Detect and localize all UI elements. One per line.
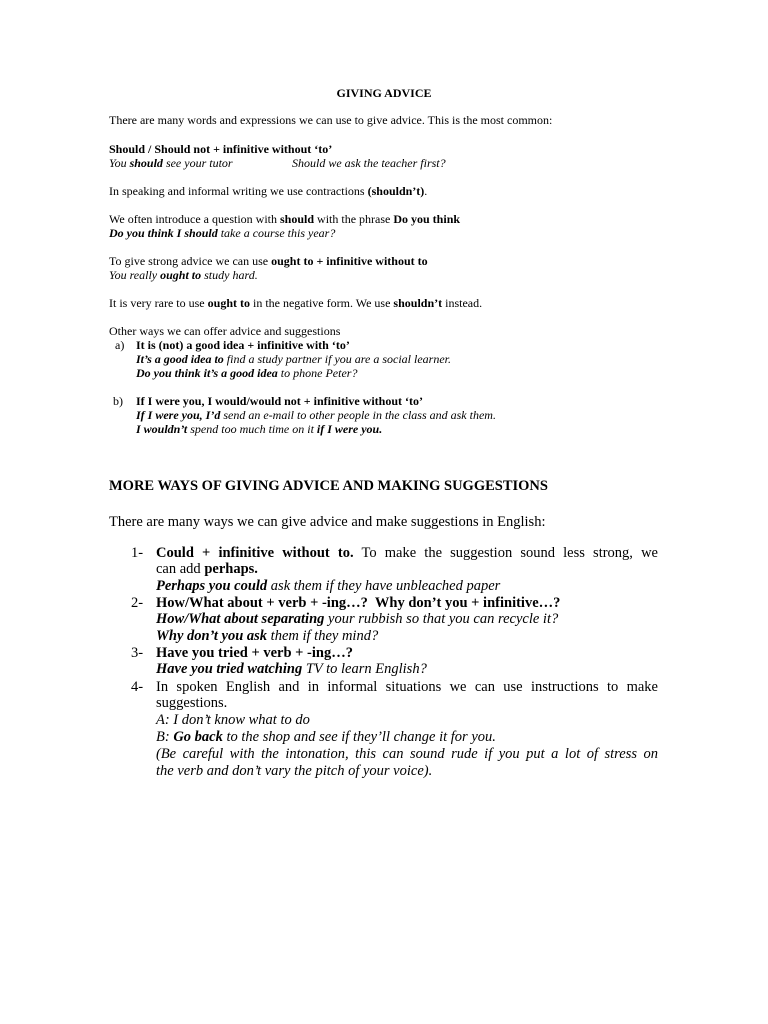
item-2-example-2: [156, 628, 378, 645]
good-idea-example-2: [136, 366, 357, 380]
item-4-note-line-2: the verb and don’t vary the pitch of your voice).: [156, 763, 433, 779]
ought-paragraph: [109, 254, 428, 268]
item-number-3: 3-: [131, 645, 144, 661]
question-paragraph: [109, 212, 460, 226]
example-keyword: Why don’t you ask: [156, 628, 268, 644]
example-text: TV to learn English?: [302, 661, 427, 677]
other-ways-intro: Other ways we can offer advice and suggestions: [109, 324, 341, 338]
page-title: GIVING ADVICE: [336, 86, 432, 100]
item-1-line-1: [156, 545, 658, 562]
item-number-1: 1-: [131, 545, 144, 561]
example-text: find a study partner if you are a social learner.: [223, 352, 451, 366]
example-text: study hard.: [201, 268, 258, 282]
item-3-example: [156, 661, 427, 678]
paragraph-text: In speaking and informal writing we use contractions: [109, 184, 368, 198]
rare-paragraph: [109, 296, 482, 310]
paragraph-text: with the phrase: [314, 212, 394, 226]
example-text: ask them if they have unbleached paper: [267, 578, 501, 594]
example-text: spend too much time on it: [187, 422, 317, 436]
example-keyword: How/What about separating: [156, 611, 325, 627]
paragraph-keyword: (shouldn’t): [367, 184, 425, 198]
example-text: see your tutor: [162, 156, 233, 170]
example-keyword: If I were you, I’d: [136, 408, 221, 422]
item-text: can add: [156, 561, 205, 577]
example-keyword: if I were you.: [316, 422, 383, 436]
paragraph-text: instead.: [442, 296, 483, 310]
item-keyword: perhaps.: [204, 561, 258, 577]
ought-example: [109, 268, 258, 282]
should-example-1: [109, 156, 233, 170]
good-idea-example-1: [136, 352, 451, 366]
intro-paragraph: There are many words and expressions we can use to give advice. This is the most common:: [109, 113, 553, 127]
paragraph-text: .: [424, 184, 428, 198]
list-marker-a: a): [115, 338, 125, 352]
item-4-note-line-1: (Be careful with the intonation, this can sound rude if you put a lot of stress on: [156, 746, 658, 762]
paragraph-keyword: ought to + infinitive without to: [271, 254, 428, 268]
example-keyword: Do you think I should: [109, 226, 218, 240]
example-keyword: It’s a good idea to: [136, 352, 224, 366]
contractions-paragraph: [109, 184, 427, 198]
if-i-were-you-rule: If I were you, I would/would not + infinitive without ‘to’: [136, 394, 423, 408]
item-keyword: Could + infinitive without to.: [156, 545, 354, 561]
example-text: them if they mind?: [267, 628, 379, 644]
section-heading: MORE WAYS OF GIVING ADVICE AND MAKING SUGGESTIONS: [109, 478, 548, 494]
example-text: You: [109, 156, 130, 170]
item-4-line-2: suggestions.: [156, 695, 228, 711]
question-example: [109, 226, 335, 240]
paragraph-text: To give strong advice we can use: [109, 254, 272, 268]
example-text: You really: [109, 268, 161, 282]
dialogue-line-b: [156, 729, 496, 746]
should-rule: Should / Should not + infinitive without ‘to’: [109, 142, 333, 156]
should-example-2: Should we ask the teacher first?: [292, 156, 446, 170]
dialogue-text: to the shop and see if they’ll change it for you.: [222, 729, 496, 745]
example-text: to phone Peter?: [277, 366, 358, 380]
item-2-example-1: [156, 611, 558, 628]
good-idea-rule: It is (not) a good idea + infinitive with ‘to’: [136, 338, 350, 352]
example-keyword: ought to: [160, 268, 202, 282]
example-keyword: I wouldn’t: [136, 422, 188, 436]
example-keyword: Do you think it’s a good idea: [136, 366, 278, 380]
example-keyword: should: [129, 156, 163, 170]
item-number-4: 4-: [131, 679, 144, 695]
example-keyword: Perhaps you could: [156, 578, 268, 594]
item-text: To make the suggestion sound less strong, we: [353, 545, 658, 561]
dialogue-text: B:: [156, 729, 174, 745]
if-i-were-you-example-1: [136, 408, 496, 422]
item-number-2: 2-: [131, 595, 144, 611]
paragraph-keyword: ought to: [207, 296, 250, 310]
item-4-line-1: In spoken English and in informal situations we can use instructions to make: [156, 679, 658, 695]
example-text: send an e-mail to other people in the class and ask them.: [220, 408, 496, 422]
dialogue-line-a: A: I don’t know what to do: [156, 712, 310, 728]
paragraph-text: We often introduce a question with: [109, 212, 280, 226]
example-keyword: Have you tried watching: [156, 661, 303, 677]
paragraph-text: in the negative form. We use: [249, 296, 394, 310]
item-3-line-1: Have you tried + verb + -ing…?: [156, 645, 353, 661]
paragraph-text: It is very rare to use: [109, 296, 208, 310]
paragraph-keyword: shouldn’t: [393, 296, 443, 310]
dialogue-keyword: Go back: [173, 729, 223, 745]
item-1-example: [156, 578, 500, 595]
item-2-line-1: How/What about + verb + -ing…? Why don’t you + infinitive…?: [156, 595, 561, 611]
item-1-line-2: [156, 561, 258, 578]
example-text: take a course this year?: [217, 226, 336, 240]
if-i-were-you-example-2: [136, 422, 382, 436]
more-ways-intro: There are many ways we can give advice and make suggestions in English:: [109, 514, 546, 530]
paragraph-keyword: should: [280, 212, 315, 226]
example-text: your rubbish so that you can recycle it?: [324, 611, 559, 627]
paragraph-keyword: Do you think: [393, 212, 461, 226]
list-marker-b: b): [113, 394, 123, 408]
